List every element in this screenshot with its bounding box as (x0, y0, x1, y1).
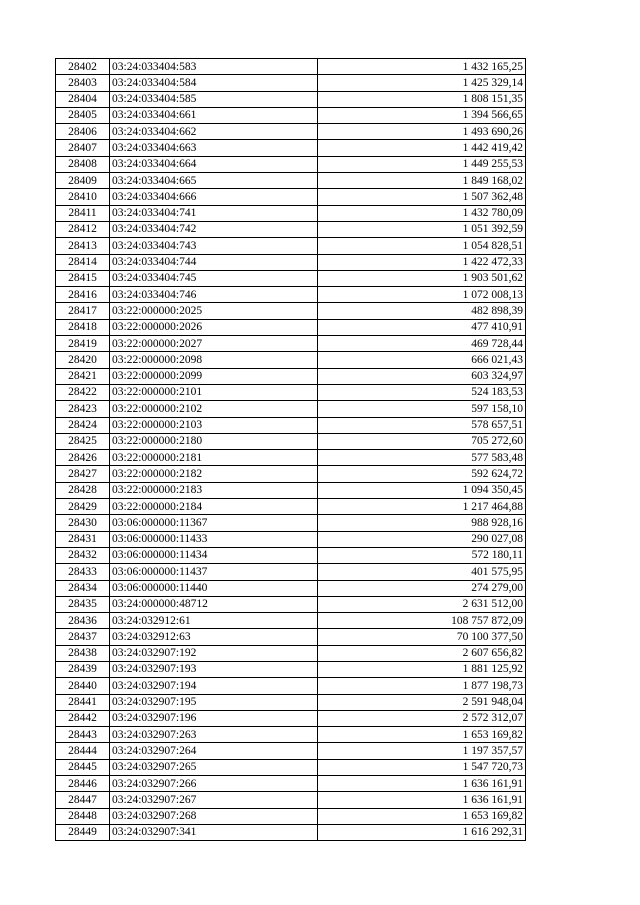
row-number-cell: 28426 (56, 450, 110, 466)
value-cell: 577 583,48 (318, 450, 526, 466)
cadastral-number-cell: 03:24:033404:664 (110, 156, 318, 172)
cadastral-number-cell: 03:24:032907:194 (110, 678, 318, 694)
row-number-cell: 28432 (56, 547, 110, 563)
cadastral-number-cell: 03:22:000000:2101 (110, 384, 318, 400)
row-number-cell: 28409 (56, 173, 110, 189)
cadastral-number-cell: 03:24:032907:264 (110, 743, 318, 759)
cadastral-number-cell: 03:24:033404:742 (110, 221, 318, 237)
value-cell: 603 324,97 (318, 368, 526, 384)
table-row (56, 629, 526, 645)
row-number-cell: 28431 (56, 531, 110, 547)
cadastral-number-cell: 03:24:000000:48712 (110, 596, 318, 612)
value-cell: 1 653 169,82 (318, 808, 526, 824)
cadastral-number-cell: 03:24:033404:743 (110, 238, 318, 254)
value-cell: 401 575,95 (318, 564, 526, 580)
cadastral-number-cell: 03:06:000000:11434 (110, 547, 318, 563)
cadastral-number-cell: 03:22:000000:2181 (110, 450, 318, 466)
table-row (56, 336, 526, 352)
table-row (56, 59, 526, 75)
table-row (56, 645, 526, 661)
cadastral-number-cell: 03:24:032907:193 (110, 661, 318, 677)
cadastral-number-cell: 03:22:000000:2182 (110, 466, 318, 482)
row-number-cell: 28435 (56, 596, 110, 612)
row-number-cell: 28442 (56, 710, 110, 726)
cadastral-number-cell: 03:06:000000:11367 (110, 515, 318, 531)
cadastral-number-cell: 03:24:033404:662 (110, 124, 318, 140)
table-row (56, 482, 526, 498)
row-number-cell: 28439 (56, 661, 110, 677)
table-row (56, 743, 526, 759)
value-cell: 1 636 161,91 (318, 792, 526, 808)
value-cell: 1 616 292,31 (318, 824, 526, 840)
row-number-cell: 28413 (56, 238, 110, 254)
row-number-cell: 28410 (56, 189, 110, 205)
table-row (56, 205, 526, 221)
cadastral-value-table (55, 58, 526, 841)
row-number-cell: 28420 (56, 352, 110, 368)
table-row (56, 156, 526, 172)
cadastral-number-cell: 03:22:000000:2180 (110, 433, 318, 449)
value-cell: 988 928,16 (318, 515, 526, 531)
table-row (56, 808, 526, 824)
row-number-cell: 28407 (56, 140, 110, 156)
row-number-cell: 28418 (56, 319, 110, 335)
value-cell: 572 180,11 (318, 547, 526, 563)
table-row (56, 173, 526, 189)
table-row (56, 564, 526, 580)
table-row (56, 580, 526, 596)
row-number-cell: 28444 (56, 743, 110, 759)
value-cell: 705 272,60 (318, 433, 526, 449)
cadastral-number-cell: 03:22:000000:2184 (110, 499, 318, 515)
cadastral-number-cell: 03:24:032912:63 (110, 629, 318, 645)
cadastral-number-cell: 03:24:033404:746 (110, 287, 318, 303)
value-cell: 1 507 362,48 (318, 189, 526, 205)
value-cell: 482 898,39 (318, 303, 526, 319)
table-row (56, 140, 526, 156)
table-row (56, 107, 526, 123)
table-row (56, 613, 526, 629)
row-number-cell: 28445 (56, 759, 110, 775)
cadastral-number-cell: 03:24:033404:741 (110, 205, 318, 221)
row-number-cell: 28434 (56, 580, 110, 596)
row-number-cell: 28438 (56, 645, 110, 661)
cadastral-number-cell: 03:24:032907:195 (110, 694, 318, 710)
row-number-cell: 28424 (56, 417, 110, 433)
value-cell: 469 728,44 (318, 336, 526, 352)
row-number-cell: 28428 (56, 482, 110, 498)
row-number-cell: 28441 (56, 694, 110, 710)
cadastral-number-cell: 03:24:033404:661 (110, 107, 318, 123)
value-cell: 70 100 377,50 (318, 629, 526, 645)
value-cell: 1 442 419,42 (318, 140, 526, 156)
table-row (56, 792, 526, 808)
table-row (56, 499, 526, 515)
value-cell: 1 072 008,13 (318, 287, 526, 303)
row-number-cell: 28440 (56, 678, 110, 694)
value-cell: 1 432 165,25 (318, 59, 526, 75)
table-row (56, 531, 526, 547)
cadastral-number-cell: 03:24:033404:666 (110, 189, 318, 205)
value-cell: 1 054 828,51 (318, 238, 526, 254)
row-number-cell: 28443 (56, 727, 110, 743)
value-cell: 1 051 392,59 (318, 221, 526, 237)
value-cell: 1 636 161,91 (318, 776, 526, 792)
table-row (56, 824, 526, 840)
row-number-cell: 28415 (56, 270, 110, 286)
value-cell: 1 425 329,14 (318, 75, 526, 91)
table-row (56, 759, 526, 775)
table-row (56, 678, 526, 694)
row-number-cell: 28449 (56, 824, 110, 840)
row-number-cell: 28423 (56, 401, 110, 417)
row-number-cell: 28405 (56, 107, 110, 123)
value-cell: 524 183,53 (318, 384, 526, 400)
table-row (56, 368, 526, 384)
value-cell: 108 757 872,09 (318, 613, 526, 629)
cadastral-number-cell: 03:24:032907:196 (110, 710, 318, 726)
cadastral-number-cell: 03:22:000000:2027 (110, 336, 318, 352)
table-row (56, 710, 526, 726)
cadastral-number-cell: 03:22:000000:2102 (110, 401, 318, 417)
row-number-cell: 28414 (56, 254, 110, 270)
table-row (56, 189, 526, 205)
cadastral-number-cell: 03:24:033404:745 (110, 270, 318, 286)
row-number-cell: 28412 (56, 221, 110, 237)
value-cell: 666 021,43 (318, 352, 526, 368)
table-row (56, 450, 526, 466)
cadastral-number-cell: 03:24:032907:267 (110, 792, 318, 808)
value-cell: 597 158,10 (318, 401, 526, 417)
row-number-cell: 28422 (56, 384, 110, 400)
value-cell: 578 657,51 (318, 417, 526, 433)
table-row (56, 270, 526, 286)
cadastral-number-cell: 03:24:032907:263 (110, 727, 318, 743)
row-number-cell: 28446 (56, 776, 110, 792)
table-row (56, 661, 526, 677)
table-row (56, 287, 526, 303)
cadastral-number-cell: 03:24:032912:61 (110, 613, 318, 629)
table-row (56, 221, 526, 237)
cadastral-number-cell: 03:06:000000:11433 (110, 531, 318, 547)
cadastral-number-cell: 03:24:033404:663 (110, 140, 318, 156)
row-number-cell: 28402 (56, 59, 110, 75)
table-row (56, 466, 526, 482)
value-cell: 1 547 720,73 (318, 759, 526, 775)
cadastral-number-cell: 03:22:000000:2026 (110, 319, 318, 335)
row-number-cell: 28425 (56, 433, 110, 449)
cadastral-number-cell: 03:22:000000:2183 (110, 482, 318, 498)
table-row (56, 254, 526, 270)
row-number-cell: 28403 (56, 75, 110, 91)
row-number-cell: 28430 (56, 515, 110, 531)
value-cell: 1 217 464,88 (318, 499, 526, 515)
value-cell: 1 094 350,45 (318, 482, 526, 498)
cadastral-number-cell: 03:06:000000:11440 (110, 580, 318, 596)
cadastral-number-cell: 03:24:032907:265 (110, 759, 318, 775)
row-number-cell: 28433 (56, 564, 110, 580)
value-cell: 1 449 255,53 (318, 156, 526, 172)
cadastral-number-cell: 03:06:000000:11437 (110, 564, 318, 580)
table-row (56, 401, 526, 417)
value-cell: 1 432 780,09 (318, 205, 526, 221)
cadastral-number-cell: 03:24:033404:585 (110, 91, 318, 107)
table-row (56, 238, 526, 254)
value-cell: 1 394 566,65 (318, 107, 526, 123)
row-number-cell: 28429 (56, 499, 110, 515)
value-cell: 1 653 169,82 (318, 727, 526, 743)
row-number-cell: 28411 (56, 205, 110, 221)
value-cell: 477 410,91 (318, 319, 526, 335)
table-row (56, 75, 526, 91)
table-body (56, 59, 526, 841)
row-number-cell: 28406 (56, 124, 110, 140)
cadastral-number-cell: 03:22:000000:2025 (110, 303, 318, 319)
value-cell: 1 808 151,35 (318, 91, 526, 107)
table-row (56, 727, 526, 743)
row-number-cell: 28416 (56, 287, 110, 303)
table-row (56, 433, 526, 449)
value-cell: 2 572 312,07 (318, 710, 526, 726)
value-cell: 1 197 357,57 (318, 743, 526, 759)
value-cell: 1 877 198,73 (318, 678, 526, 694)
table-row (56, 515, 526, 531)
cadastral-number-cell: 03:24:033404:744 (110, 254, 318, 270)
value-cell: 1 422 472,33 (318, 254, 526, 270)
table-row (56, 303, 526, 319)
row-number-cell: 28436 (56, 613, 110, 629)
cadastral-number-cell: 03:24:033404:583 (110, 59, 318, 75)
row-number-cell: 28427 (56, 466, 110, 482)
table-row (56, 547, 526, 563)
cadastral-number-cell: 03:24:032907:266 (110, 776, 318, 792)
cadastral-number-cell: 03:22:000000:2098 (110, 352, 318, 368)
cadastral-number-cell: 03:24:033404:584 (110, 75, 318, 91)
row-number-cell: 28417 (56, 303, 110, 319)
table-row (56, 384, 526, 400)
cadastral-number-cell: 03:22:000000:2103 (110, 417, 318, 433)
table-row (56, 596, 526, 612)
value-cell: 592 624,72 (318, 466, 526, 482)
value-cell: 274 279,00 (318, 580, 526, 596)
table-row (56, 694, 526, 710)
cadastral-number-cell: 03:24:032907:192 (110, 645, 318, 661)
value-cell: 1 903 501,62 (318, 270, 526, 286)
table-row (56, 319, 526, 335)
row-number-cell: 28419 (56, 336, 110, 352)
row-number-cell: 28447 (56, 792, 110, 808)
table-row (56, 91, 526, 107)
value-cell: 290 027,08 (318, 531, 526, 547)
table-row (56, 352, 526, 368)
row-number-cell: 28437 (56, 629, 110, 645)
cadastral-number-cell: 03:24:033404:665 (110, 173, 318, 189)
value-cell: 1 881 125,92 (318, 661, 526, 677)
row-number-cell: 28421 (56, 368, 110, 384)
table-row (56, 417, 526, 433)
value-cell: 2 591 948,04 (318, 694, 526, 710)
value-cell: 2 631 512,00 (318, 596, 526, 612)
table-row (56, 124, 526, 140)
row-number-cell: 28404 (56, 91, 110, 107)
cadastral-number-cell: 03:22:000000:2099 (110, 368, 318, 384)
row-number-cell: 28448 (56, 808, 110, 824)
cadastral-number-cell: 03:24:032907:268 (110, 808, 318, 824)
cadastral-number-cell: 03:24:032907:341 (110, 824, 318, 840)
value-cell: 1 849 168,02 (318, 173, 526, 189)
table-row (56, 776, 526, 792)
value-cell: 1 493 690,26 (318, 124, 526, 140)
row-number-cell: 28408 (56, 156, 110, 172)
value-cell: 2 607 656,82 (318, 645, 526, 661)
